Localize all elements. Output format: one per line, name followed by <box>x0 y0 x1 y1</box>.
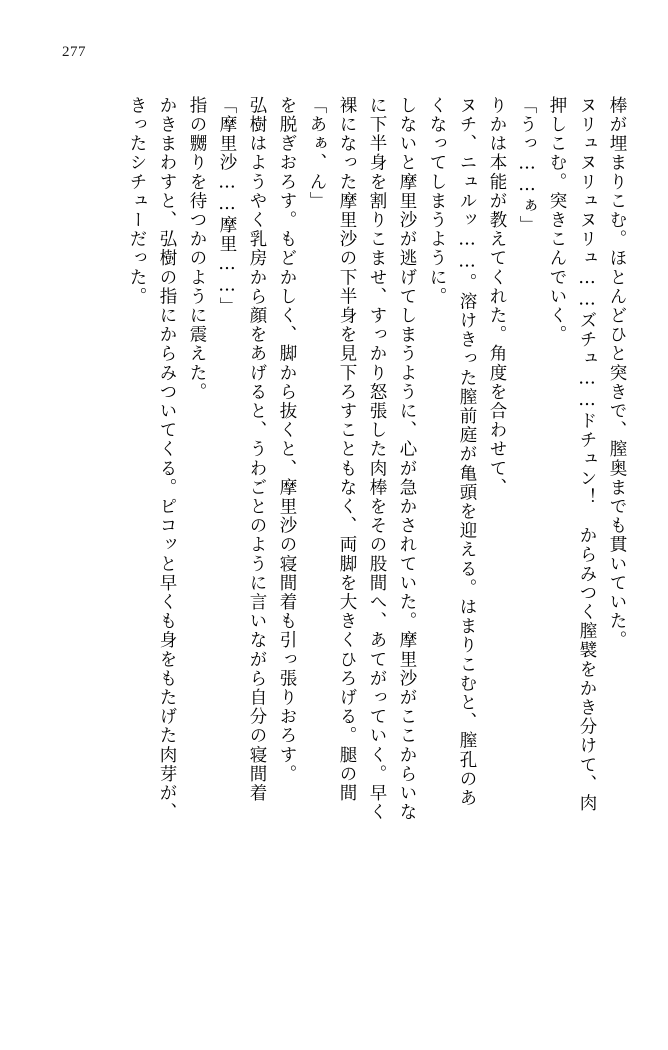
text-column: 「あぁ、ん」 <box>307 96 327 211</box>
text-column: 押しこむ。突きこんでいく。 <box>547 96 567 345</box>
text-column: 棒が埋まりこむ。ほとんどひと突きで、膣奥までも貫いていた。 <box>607 96 627 650</box>
text-column: ヌリュヌリュヌリュ……ズチュ……ドチュン！ からみつく膣襞をかき分けて、肉 <box>577 96 597 813</box>
text-column: かきまわすと、弘樹の指にからみついてくる。ピコッと早くも身をもたげた肉芽が、 <box>157 96 177 822</box>
text-column: 指の嬲りを待つかのように震えた。 <box>187 96 207 402</box>
text-column: ヌチ、ニュルッ……。溶けきった膣前庭が亀頭を迎える。はまりこむと、膣孔のあ <box>457 96 477 808</box>
text-column: りかは本能が教えてくれた。角度を合わせて、 <box>487 96 507 498</box>
text-column: を脱ぎおろす。もどかしく、脚から抜くと、摩里沙の寝間着も引っ張りおろす。 <box>277 96 297 784</box>
text-column: くなってしまうように。 <box>427 96 447 307</box>
text-column: きったシチューだった。 <box>127 96 147 307</box>
text-column: に下半身を割りこませ、すっかり怒張した肉棒をその股間へ、あてがっていく。早く <box>367 96 387 822</box>
text-column: 「摩里沙……摩里……」 <box>217 96 237 317</box>
text-column: 裸になった摩里沙の下半身を見下ろすこともなく、両脚を大きくひろげる。腿の間 <box>337 96 357 803</box>
text-column: 弘樹はようやく乳房から顔をあげると、うわごとのように言いながら自分の寝間着 <box>247 96 267 803</box>
text-column: 「うっ……ぁ」 <box>517 96 537 235</box>
vertical-text-body <box>122 96 632 996</box>
page-number: 277 <box>62 44 86 60</box>
text-column: しないと摩里沙が逃げてしまうように、心が急かされていた。摩里沙がここからいな <box>397 96 417 822</box>
